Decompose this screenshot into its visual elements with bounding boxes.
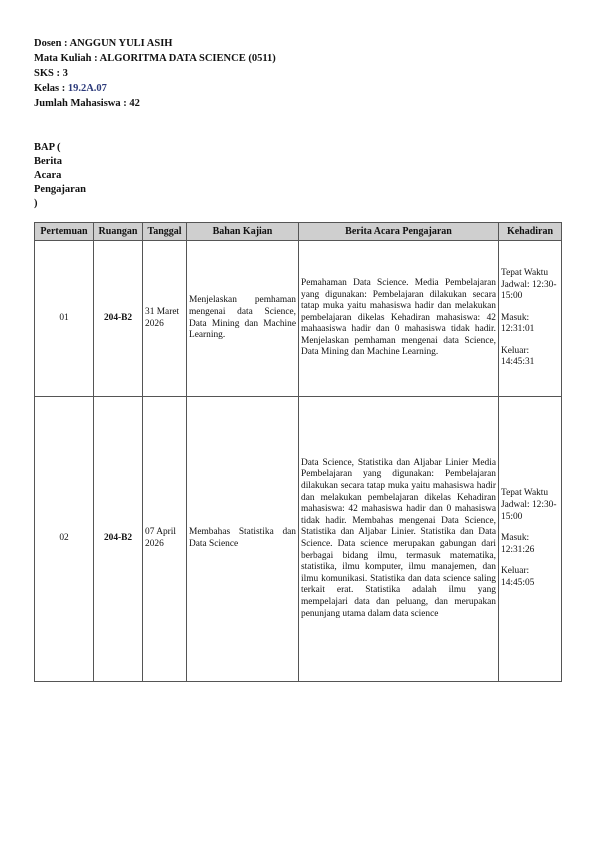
mata-kuliah-line	[34, 51, 276, 66]
masuk-text: Masuk: 12:31:26	[501, 533, 535, 555]
column-header-pertemuan: Pertemuan	[35, 223, 94, 241]
sks-line	[34, 66, 276, 81]
column-header-bahan-kajian: Bahan Kajian	[187, 223, 299, 241]
kehadiran-cell	[499, 397, 562, 682]
keluar-text: Keluar: 14:45:05	[501, 566, 535, 588]
tanggal-cell: 31 Maret 2026	[143, 241, 187, 397]
bahan-kajian-cell: Membahas Statistika dan Data Science	[187, 397, 299, 682]
ruangan-cell: 204-B2	[94, 397, 143, 682]
column-header-kehadiran: Kehadiran	[499, 223, 562, 241]
kelas-line	[34, 81, 276, 96]
masuk-text: Masuk: 12:31:01	[501, 312, 535, 335]
kehadiran-cell	[499, 241, 562, 397]
bahan-kajian-cell: Menjelaskan pemhaman mengenai data Science, Data Mining dan Machine Learning.	[187, 241, 299, 397]
pertemuan-cell: 01	[35, 241, 94, 397]
jadwal-text: Tepat Waktu Jadwal: 12:30-15:00	[501, 488, 557, 522]
column-header-tanggal: Tanggal	[143, 223, 187, 241]
berita-acara-cell: Data Science, Statistika dan Aljabar Linier Media Pembelajaran yang digunakan: Pembelajaran dilakukan secara tatap muka yaitu mahasiswa hadir dan melakukan pembelajaran dikelas Kehadiran mahasiswa: 42 mahasiswa hadir dan 0 mahasiswa tidak hadir. Membahas mengenai Data Science, Statistika dan Aljabar Linier. Statistika dan Data Science. Data science merupakan gabungan dari berbagai bidang ilmu, termasuk matematika, statistika, ilmu komputer, ilmu manajemen, dan ilmu komunikasi. Statistika dan data science saling terkait erat. Statistika adalah ilmu yang mempelajari data dan peluang, dan merupakan penunjang utama dalam data science	[299, 397, 499, 682]
jumlah-mahasiswa-value: 42	[129, 98, 140, 109]
tanggal-cell: 07 April 2026	[143, 397, 187, 682]
bap-title-line: Acara	[34, 170, 62, 181]
bap-title	[34, 141, 104, 211]
mata-kuliah-label: Mata Kuliah :	[34, 53, 98, 64]
dosen-line	[34, 36, 276, 51]
bap-title-line: BAP (	[34, 142, 61, 153]
dosen-value: ANGGUN YULI ASIH	[69, 38, 173, 49]
dosen-label: Dosen :	[34, 38, 68, 49]
document-header	[34, 36, 276, 111]
jumlah-mahasiswa-line	[34, 96, 276, 111]
jadwal-text: Tepat Waktu Jadwal: 12:30-15:00	[501, 267, 557, 302]
ruangan-cell: 204-B2	[94, 241, 143, 397]
table-header-row	[35, 223, 562, 241]
jumlah-mahasiswa-label: Jumlah Mahasiswa :	[34, 98, 127, 109]
pertemuan-cell: 02	[35, 397, 94, 682]
berita-acara-cell: Pemahaman Data Science. Media Pembelajaran yang digunakan: Pembelajaran dilakukan secara tatap muka yaitu mahasiswa hadir dan melakukan pembelajaran dikelas Kehadiran mahasiswa: 42 mahaasiswa hadir dan 0 mahasiswa tidak hadir. Menjelaskan pemhaman mengenai data Science, Data Mining dan Machine Learning.	[299, 241, 499, 397]
table-row	[35, 397, 562, 682]
mata-kuliah-value: ALGORITMA DATA SCIENCE (0511)	[99, 53, 276, 64]
column-header-berita-acara: Berita Acara Pengajaran	[299, 223, 499, 241]
kelas-value: 19.2A.07	[67, 83, 107, 94]
keluar-text: Keluar: 14:45:31	[501, 345, 535, 368]
table-row	[35, 241, 562, 397]
sks-label: SKS :	[34, 68, 60, 79]
bap-table	[34, 222, 562, 682]
bap-title-line: Berita	[34, 156, 62, 167]
kelas-label: Kelas :	[34, 83, 66, 94]
bap-title-line: )	[34, 198, 38, 209]
sks-value: 3	[62, 68, 68, 79]
bap-title-line: Pengajaran	[34, 184, 86, 195]
column-header-ruangan: Ruangan	[94, 223, 143, 241]
